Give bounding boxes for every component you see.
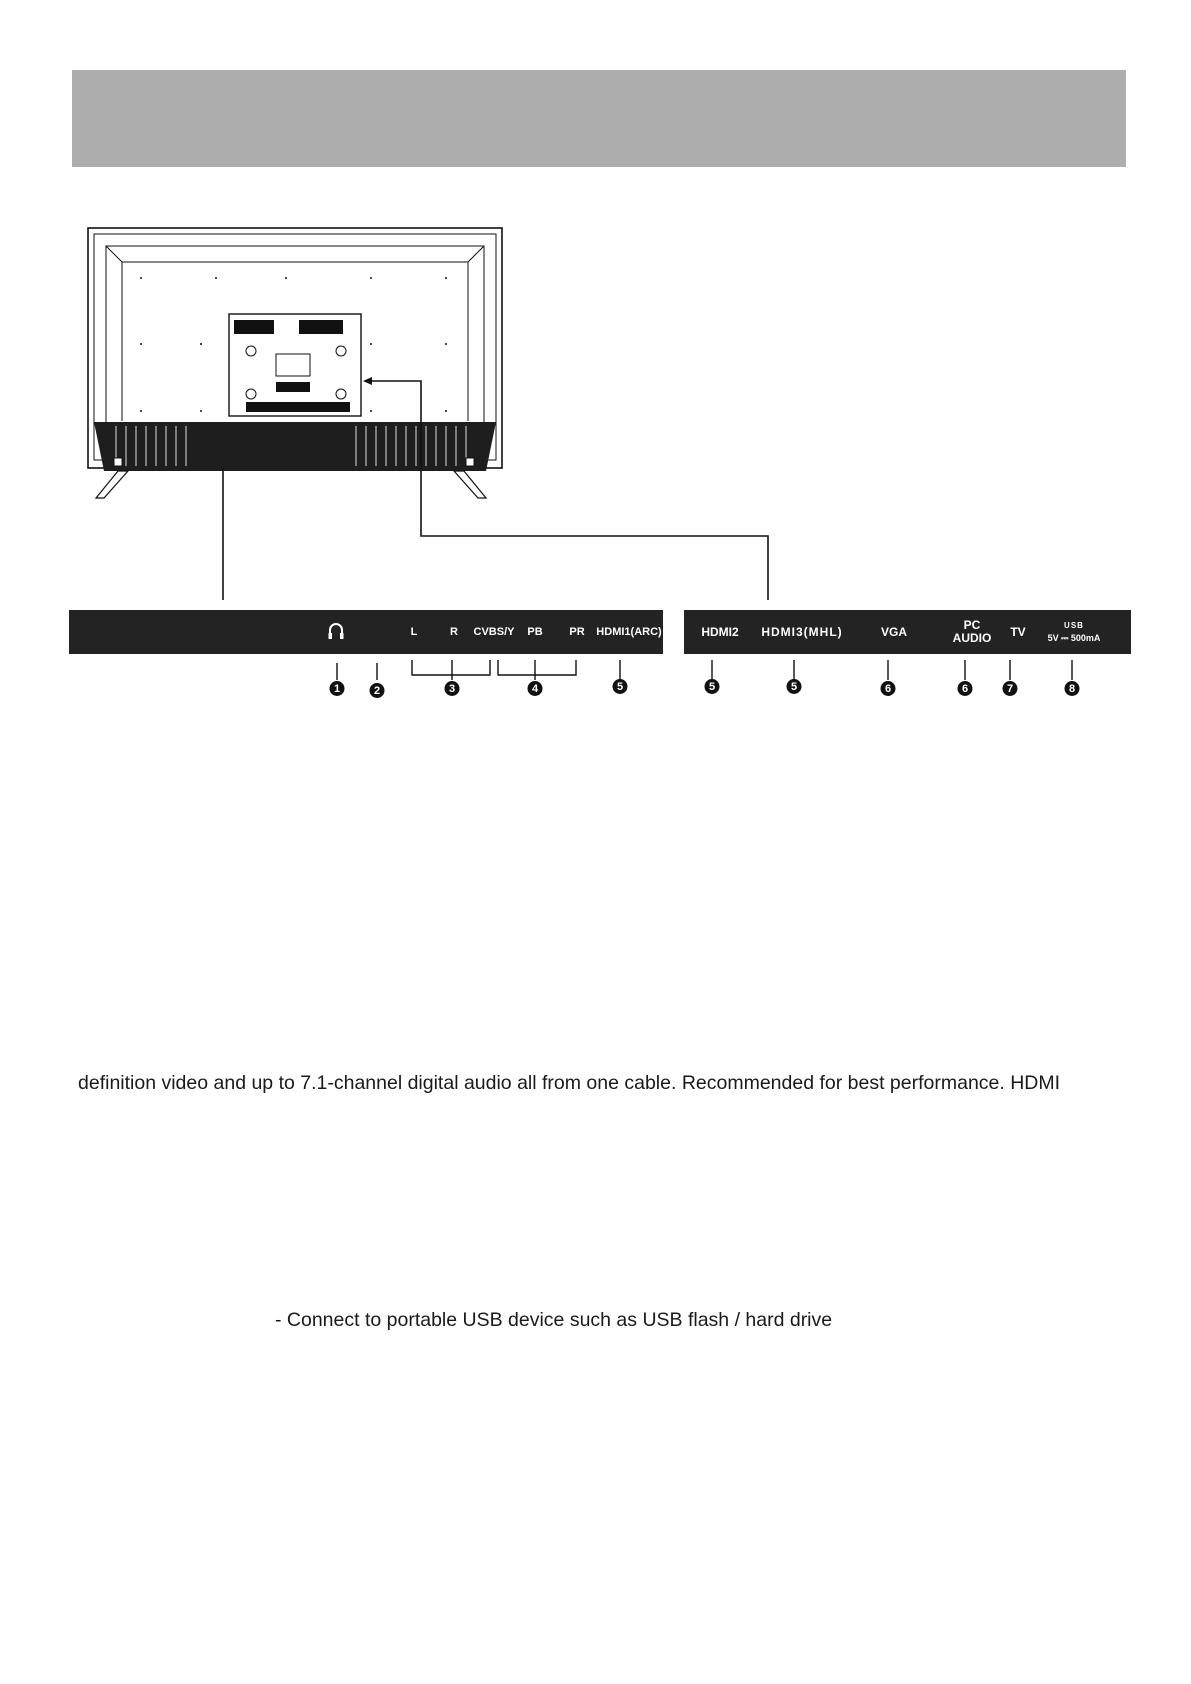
callout-number-6: 6 [958,681,973,696]
callout-number-7: 7 [1003,681,1018,696]
port-hdmi1-label: HDMI1(ARC) [596,625,662,638]
port-r-label: R [450,625,458,638]
callout-number-5: 5 [613,679,628,694]
callout-number-5: 5 [705,679,720,694]
port-hdmi3-label: HDMI3(MHL) [761,624,843,639]
headphone-icon [327,621,345,641]
callout-number-5: 5 [787,679,802,694]
port-usb-label [1048,610,1101,654]
port-vga-label: VGA [880,624,908,639]
usb-label-top: USB [1064,621,1084,630]
usb-label-bottom: 5V ⎓ 500mA [1047,633,1101,643]
port-pc-audio-label: PC AUDIO [952,618,992,645]
port-cvbs-label: CVBS/Y [473,625,515,638]
hdmi-description-text: definition video and up to 7.1-channel digital audio all from one cable. Recommended for best performance. HDMI [78,1072,1061,1094]
port-l-label: L [410,625,418,638]
connector-panel-right [684,610,1131,654]
callout-number-3: 3 [445,681,460,696]
port-pr-label: PR [569,625,585,638]
section-header-band [72,70,1126,167]
callout-number-8: 8 [1065,681,1080,696]
connector-panel-left [69,610,663,654]
callout-number-6: 6 [881,681,896,696]
port-pb-label: PB [527,625,543,638]
callout-number-2: 2 [370,683,385,698]
callout-number-1: 1 [330,681,345,696]
usb-description-text: - Connect to portable USB device such as USB flash / hard drive [275,1309,833,1331]
port-hdmi2-label: HDMI2 [701,624,739,639]
callout-number-4: 4 [528,681,543,696]
tv-rear-illustration [86,226,506,506]
port-tv-label: TV [1010,624,1026,639]
